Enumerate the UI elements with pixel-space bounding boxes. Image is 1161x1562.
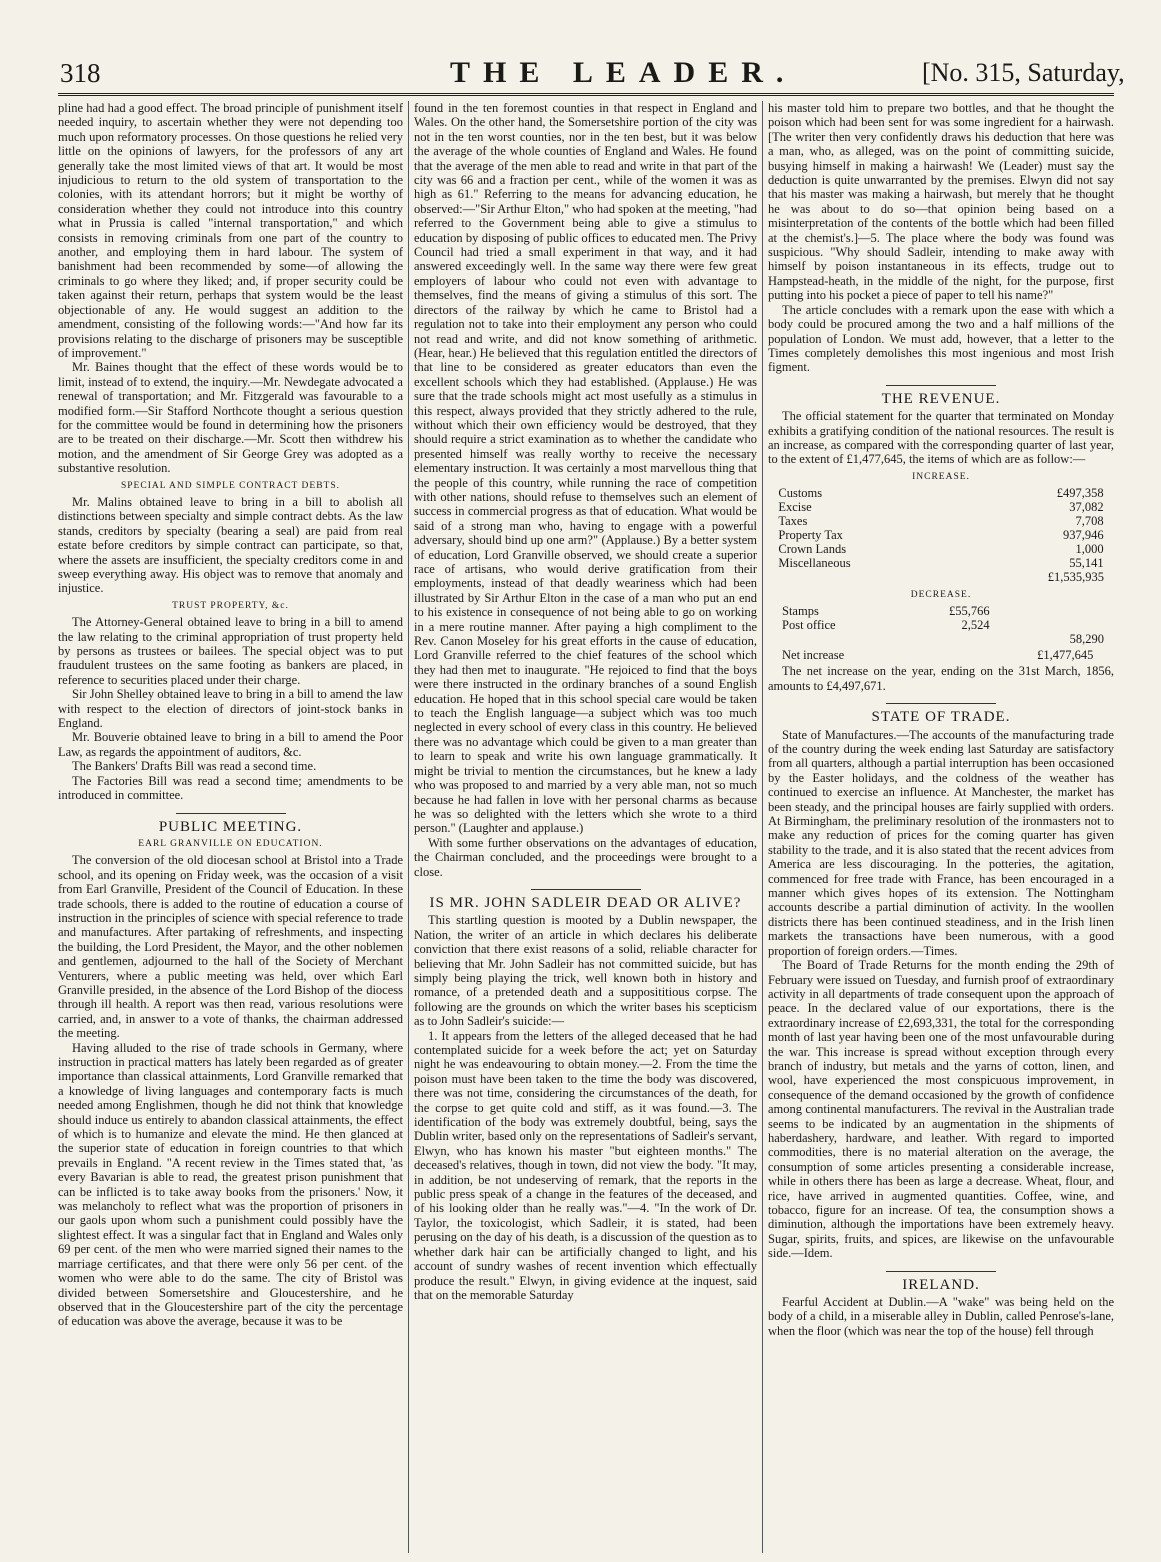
paragraph: The net increase on the year, ending on the 31st March, 1856, amounts to £4,497,671.	[768, 664, 1114, 693]
paragraph: Fearful Accident at Dublin.—A "wake" was being held on the body of a child, in a miserable alley in Dublin, called Penrose's-lane, when the floor (which was near the top of the house) fell through	[768, 1295, 1114, 1338]
section-heading: IRELAND.	[902, 1276, 980, 1293]
column-divider	[408, 101, 409, 1553]
revenue-decrease-table	[782, 604, 990, 632]
table-item: Taxes	[778, 514, 808, 529]
table-item: Miscellaneous	[778, 556, 851, 571]
table-value: 2,524	[961, 617, 990, 632]
paragraph: State of Manufactures.—The accounts of the manufacturing trade of the country during the week ending last Saturday are satisfactory from all quarters, although a partial interruption has been occasioned by the Easter holidays, and the coldness of the weather has continued to exercise an influence. At Manchester, the market has been steady, and the principal houses are fairly supplied with orders. At Birmingham, the preliminary resolution of the ironmasters not to make any reduction of prices for the coming quarter has given stability to the trade, and it is also stated that the recent advices from America are less discouraging. In the potteries, the agitation, commenced for free trade with France, has been encouraged in a manner which gives hopes of its extension. The Nottingham accounts describe a partial diminution of activity. In the woollen districts there has been continued steadiness, and in the Irish linen markets the transactions have been numerous, with a good proportion of foreign orders.—Times.	[768, 727, 1114, 958]
section-rule	[886, 385, 996, 386]
masthead: THE LEADER.	[450, 56, 797, 89]
paragraph: With some further observations on the advantages of education, the Chairman concluded, and the proceedings were brought to a close.	[414, 835, 757, 879]
section-rule	[886, 1271, 996, 1272]
table-item: Stamps	[782, 603, 819, 618]
section-heading: IS MR. JOHN SADLEIR DEAD OR ALIVE?	[429, 894, 742, 911]
issue-number: [No. 315, Saturday,	[922, 58, 1125, 87]
section-rule	[176, 813, 286, 814]
table-row	[778, 528, 1103, 542]
table-value: 7,708	[1075, 514, 1104, 529]
paragraph: 1. It appears from the letters of the alleged deceased that he had contemplated suicide for a week before the act; yet on Saturday night he was endeavouring to obtain money.—2. From the time the poison must have been taken to the time the body was discovered, there was not time, considering the circumstances of the death, for the corpse to get quite cold and stiff, as it was found.—3. The identification of the body was extremely doubtful, being, says the Dublin writer, based only on the representations of Sadleir's servant, Elwyn, who has known his master "but eighteen months." The deceased's relatives, though in town, did not view the body. "It may, in addition, be not undeserving of remark, that the reports in the public press speak of a change in the features of the deceased, and of his looking older than he really was."—4. "In the work of Dr. Taylor, the toxicologist, which Sadleir, it is stated, had been perusing on the day of his death, is a discussion of the question as to whether dark hair can be artificially changed to light, and his account of sundry washes of recent invention which effectually produce the result." Elwyn, in giving evidence at the inquest, said that on the memorable Saturday	[414, 1028, 757, 1302]
paragraph: The Factories Bill was read a second time; amendments to be introduced in committee.	[58, 773, 403, 803]
paragraph: found in the ten foremost counties in that respect in England and Wales. On the other hand, the Somersetshire portion of the city was not in the ten worst counties, nor in the ten best, but it was below the average of the whole counties of England and Wales. He found that the average of the men able to read and write in that part of the city was 66 and a fraction per cent., while of the women it was as high as 61." Referring to the means for advancing education, he observed:—"Sir Arthur Elton," who had spoken at the meeting, "had referred to the Government being able to give a stimulus to education by disposing of public offices to educated men. The Privy Council had tried a small experiment in that way, and it had answered exceedingly well. In the same way there were few great employers of labour who could not even with advantage to themselves, find the means of giving a stimulus of this sort. The directors of the railway by which he came to Bristol had a regulation not to take into their employment any person who could not read and write, and did not know something of arithmetic. (Hear, hear.) He believed that this regulation entitled the directors of that line to be considered as greater educators than even the excellent schools which they had established. (Applause.) He was sure that the trade schools might act most usefully as a stimulus in this respect, always provided that they strictly adhered to the rule, without which their own efficiency would be destroyed, that they should require a strict examination as to whether the candidate who presented himself was really worthy to receive the necessary elementary instruction. It was certainly a most marvellous thing that the people of this country, while running the race of competition with other nations, should refuse to themselves such an element of success in commercial progress as that of education. What would be said of a strong man who, having to engage with a powerful adversary, should bind up one arm?" (Applause.) By a better system of education, Lord Granville observed, we should create a superior race of artisans, who would derive gratification from their employments, instead of that deadly weariness which had been illustrated by Sir Arthur Elton in the case of a man who put an end to his existence in consequence of not being able to go on working in a mere routine manner. After paying a high compliment to the Rev. Canon Moseley for his great efforts in the cause of education, Lord Granville referred to the chief features of the school which they had then met to inaugurate. "He rejoiced to find that the boys were there instructed in the ordinary branches of a sound English education. He hoped that in this school special care would be taken to teach the English language—a subject which was too much neglected in every school of every class in this country. He believed there was no advantage which could be given to a man greater than to learn to speak and write his own language grammatically. It might be trivial to mention the circumstances, but he knew a lady who was proposed to and married by a very able man, not so much because he had fallen in love with her personal charms as because he was so delighted with the letters which she wrote to a third person." (Laughter and applause.)	[414, 101, 757, 836]
page-number: 318	[60, 58, 101, 88]
table-value: 55,141	[1069, 556, 1104, 571]
paragraph: Mr. Malins obtained leave to bring in a bill to abolish all distinctions between specialty and simple contract debts. As the law stands, creditors by specialty (bearing a seal) are paid from real estate before creditors by simple contract can participate, so that, where the assets are insufficient, the specialty creditors come in and sweep everything away. His object was to remove that anomaly and injustice.	[58, 494, 403, 596]
paragraph: This startling question is mooted by a Dublin newspaper, the Nation, the writer of an article in which declares his deliberate conviction that there exist reasons of a solid, reliable character for believing that Mr. John Sadleir has not committed suicide, but has simply being playing the trick, well known both in history and romance, of a pretended death and a supposititious corpse. The following are the grounds on which the writer bases his scepticism as to John Sadleir's suicide:—	[414, 913, 757, 1029]
section-rule	[886, 703, 996, 704]
paragraph: his master told him to prepare two bottles, and that he thought the poison which had been sent for was some ingredient for a hairwash. [The writer then very confidently draws his deduction that here was a man, who, as alleged, was on the point of committing suicide, busying himself in making a hairwash! We (Leader) must say the deduction is quite unwarranted by the premises. Elwyn did not say that his master was making a hairwash, but merely that he thought he was about to do so—that opinion being based on a misinterpretation of the contents of the bottle which had been filled at the chemist's.]—5. The place where the body was found was suspicious. "Why should Sadleir, intending to make away with himself by poison instantaneous in its effects, trudge out to Hampstead-heath, in the middle of the night, for the purpose, first putting into his pocket a piece of paper to tell his name?"	[768, 101, 1114, 303]
table-row	[778, 514, 1103, 528]
paragraph: The official statement for the quarter that terminated on Monday exhibits a gratifying condition of the national resources. The result is an increase, as compared with the corresponding quarter of last year, to the extent of £1,477,645, the items of which are as follow:—	[768, 409, 1114, 467]
paragraph: Having alluded to the rise of trade schools in Germany, where instruction in practical matters has lately been regarded as of greater importance than classical attainments, Lord Granville remarked that a knowledge of living languages and contemporary facts is much needed among Englishmen, though he did not think that knowledge should induce us entirely to abandon classical attainments, the effect of which is to humanize and elevate the mind. He then glanced at the superior state of education in foreign countries to that which prevails in England. "A recent review in the Times stated that, 'as every Bavarian is able to read, the greatest prison punishment that can be inflicted is to take away books from the prisoners.' Now, it was melancholy to reflect what was the proportion of prisoners in our gaols upon whom such a punishment could possibly have the slightest effect. It was a singular fact that in England and Wales only 69 per cent. of the men who were married signed their names to the marriage certificates, and that there were only 56 per cent. of the women who were able to do the same. The city of Bristol was divided between Somersetshire and Gloucestershire, and he observed that in the Gloucestershire part of the city the percentage of education was above the average, because it was to be	[58, 1040, 403, 1329]
section-heading: THE REVENUE.	[881, 390, 1001, 407]
page-header	[0, 50, 1161, 90]
increase-total: £1,535,935	[1047, 570, 1104, 585]
table-row	[778, 500, 1103, 514]
table-value: 37,082	[1069, 500, 1104, 515]
subheading: SPECIAL AND SIMPLE CONTRACT DEBTS.	[120, 480, 340, 491]
paragraph: The Bankers' Drafts Bill was read a second time.	[72, 759, 317, 774]
table-row	[782, 604, 990, 618]
table-value: 937,946	[1062, 528, 1104, 543]
table-value: £1,477,645	[1037, 648, 1094, 663]
table-item: Excise	[778, 500, 812, 515]
table-item: Customs	[778, 486, 823, 501]
section-heading: STATE OF TRADE.	[871, 709, 1011, 726]
paragraph: Mr. Baines thought that the effect of these words would be to limit, instead of to extend, the inquiry.—Mr. Newdegate advocated a renewal of transportation; and Mr. Fitzgerald was favourable to a modified form.—Sir Stafford Northcote thought a serious question for the committee would be found in determining how the prisoners are to be treated on their discharge.—Mr. Scott then withdrew his motion, and the amendment of Sir George Grey was adopted as a substantive resolution.	[58, 360, 403, 476]
header-rule	[58, 93, 1114, 96]
paragraph: The conversion of the old diocesan school at Bristol into a Trade school, and its opening on Friday week, was the occasion of a visit from Earl Granville, President of the Council of Education. In these trade schools, there is added to the routine of education a course of instruction in the principles of science with special reference to trade and manufactures. After partaking of refreshments, and inspecting the building, the Lord President, the Mayor, and the other noblemen and gentlemen, adjourned to the hall of the Society of Merchant Venturers, where a public meeting was held, over which Earl Granville presided, in the absence of the Lord Bishop of the diocess through ill health. A report was then read, various resolutions were carried, and, in answer to a vote of thanks, the chairman addressed the meeting.	[58, 853, 403, 1041]
section-rule	[531, 889, 641, 890]
column-divider	[762, 101, 763, 1553]
table-value: 1,000	[1075, 542, 1104, 557]
paragraph: Mr. Bouverie obtained leave to bring in a bill to amend the Poor Law, as regards the appointment of auditors, &c.	[58, 730, 403, 759]
table-item: Post office	[782, 617, 836, 632]
table-item: Property Tax	[778, 528, 843, 543]
column-3	[768, 101, 1114, 1553]
table-row	[782, 618, 990, 632]
paragraph: The Attorney-General obtained leave to bring in a bill to amend the law relating to the criminal appropriation of trust property held by persons as trustees or bailees. The special object was to put fraudulent trustees on the same footing as bankers are placed, in reference to securities placed under their charge.	[58, 615, 403, 687]
table-item: Crown Lands	[778, 542, 847, 557]
paragraph: pline had had a good effect. The broad principle of punishment itself needed inquiry, to ascertain whether they were not depending too much upon reformatory processes. On those questions he relied very little on the opinions of lawyers, for the professors of any art generally take the most limited views of that art. It would be most injudicious to return to the old system of transportation to the colonies, with its attendant horrors; but it might be worthy of consideration whether they could not introduce into this country what in Prussia is called "internal transportation," and which consists in removing criminals from one part of the country to another, and employing them in hard labour. The system of banishment had been recommended by some—of allowing the criminals to go where they liked; and, if proper security could be taken against their return, perhaps that system would be the least objectionable of any. He would suggest an addition to the amendment, consisting of the following words:—"And how far its provisions relating to the discharge of prisoners may be susceptible of improvement."	[58, 101, 403, 360]
column-2	[414, 101, 757, 1553]
paragraph: The article concludes with a remark upon the ease with which a body could be procured among the two and a half millions of the population of London. We must add, however, that a letter to the Times completely demolishes this most ingenious and most Irish figment.	[768, 302, 1114, 375]
table-item: Net increase	[782, 648, 845, 663]
revenue-increase-table	[778, 486, 1103, 570]
table-caption: DECREASE.	[910, 589, 972, 600]
table-row	[778, 556, 1103, 570]
table-caption: INCREASE.	[912, 471, 970, 482]
column-1	[58, 101, 403, 1553]
decrease-total: 58,290	[1069, 631, 1104, 646]
table-value: £55,766	[948, 603, 990, 618]
section-heading: PUBLIC MEETING.	[158, 818, 303, 835]
paragraph: Sir John Shelley obtained leave to bring in a bill to amend the law with respect to the election of directors of joint-stock banks in England.	[58, 687, 403, 731]
net-increase-row	[782, 648, 1093, 662]
paragraph: The Board of Trade Returns for the month ending the 29th of February were issued on Tuesday, and furnish proof of extraordinary activity in all departments of trade consequent upon the approach of peace. In the declared value of our exportations, there is the extraordinary increase of £2,693,331, the total for the corresponding month of last year having been one of the most unfavourable during the war. This increase is spread without exception through every branch of industry, but metals and the yarns of cotton, linen, and wool, have experienced the most conspicuous improvement, in consequence of the demand occasioned by the growth of confidence among continental manufacturers. The revival in the Australian trade seems to be indicated by an augmentation in the shipments of haberdashery, hardware, and leather. With regard to imported commodities, there is no material alteration on the average, the consumption of some articles presenting a considerable increase, while in others there has been as large a decrease. Wheat, flour, and rice, have arrived in augmented quantities. Coffee, wine, and tobacco, figure for an increase. Of tea, the consumption shows a diminution, although the importations have been extremely heavy. Sugar, spirits, fruits, and spices, are likewise on the unfavourable side.—Idem.	[768, 958, 1114, 1261]
subheading: TRUST PROPERTY, &c.	[172, 600, 289, 611]
table-row	[778, 486, 1103, 500]
table-value: £497,358	[1056, 486, 1104, 501]
subheading: EARL GRANVILLE ON EDUCATION.	[138, 838, 323, 849]
table-row	[782, 648, 1093, 662]
table-row	[778, 542, 1103, 556]
